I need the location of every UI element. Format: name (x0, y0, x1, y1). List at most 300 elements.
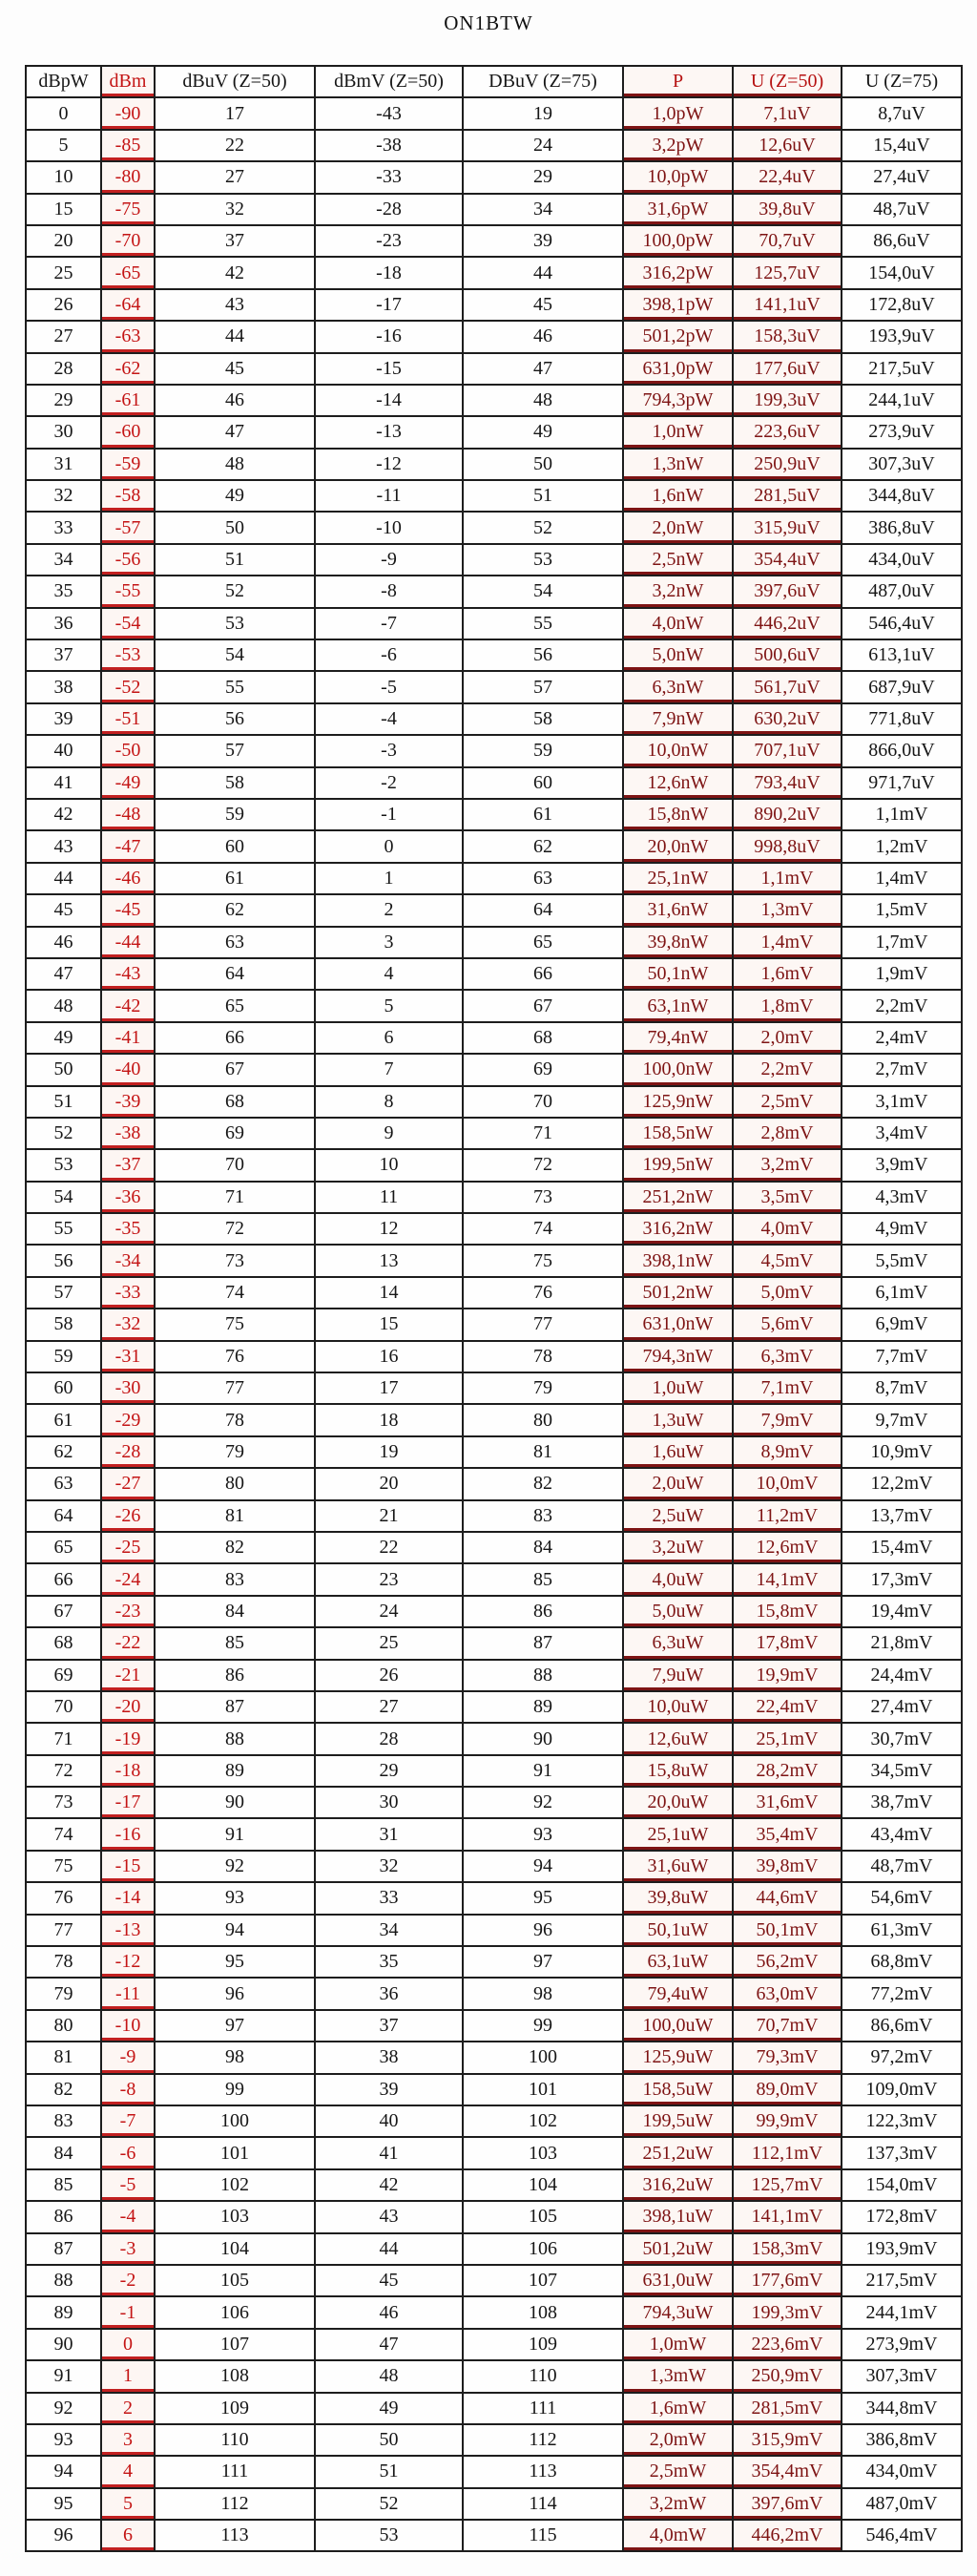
cell-dbmv50: 49 (315, 2393, 463, 2424)
cell-u75: 1,2mV (842, 830, 962, 862)
cell-u50: 141,1uV (733, 289, 842, 321)
cell-p: 4,0mW (623, 2520, 733, 2551)
cell-u50: 223,6mV (733, 2329, 842, 2360)
cell-p: 15,8nW (623, 799, 733, 830)
cell-u75: 687,9uV (842, 671, 962, 702)
cell-dbpw: 49 (26, 1022, 101, 1054)
cell-p: 316,2nW (623, 1213, 733, 1245)
cell-dbpw: 37 (26, 639, 101, 671)
cell-u75: 307,3uV (842, 449, 962, 480)
cell-dbuv50: 48 (155, 449, 315, 480)
cell-dbuv75: 101 (463, 2074, 623, 2105)
cell-dbuv75: 46 (463, 321, 623, 352)
cell-dbmv50: 43 (315, 2201, 463, 2232)
cell-dbm: -70 (101, 225, 155, 257)
cell-dbmv50: -13 (315, 416, 463, 448)
cell-dbpw: 67 (26, 1596, 101, 1627)
cell-u75: 97,2mV (842, 2042, 962, 2073)
cell-p: 20,0nW (623, 830, 733, 862)
table-row (26, 289, 962, 321)
cell-dbm: -32 (101, 1309, 155, 1340)
column-header-dbuv75: DBuV (Z=75) (463, 66, 623, 97)
cell-dbmv50: 6 (315, 1022, 463, 1054)
table-header (26, 66, 962, 97)
cell-dbm: -40 (101, 1054, 155, 1085)
cell-dbpw: 56 (26, 1245, 101, 1276)
cell-p: 251,2uW (623, 2137, 733, 2168)
cell-dbmv50: 2 (315, 894, 463, 926)
cell-u75: 27,4mV (842, 1691, 962, 1723)
cell-dbm: -33 (101, 1277, 155, 1309)
cell-dbuv75: 81 (463, 1436, 623, 1468)
table-row (26, 1532, 962, 1563)
cell-u50: 14,1mV (733, 1563, 842, 1595)
cell-dbuv50: 74 (155, 1277, 315, 1309)
cell-dbuv75: 44 (463, 257, 623, 288)
cell-dbuv75: 113 (463, 2456, 623, 2487)
cell-u50: 397,6uV (733, 576, 842, 607)
cell-dbuv75: 61 (463, 799, 623, 830)
cell-u50: 22,4uV (733, 161, 842, 193)
cell-u75: 1,4mV (842, 863, 962, 894)
cell-p: 1,3mW (623, 2360, 733, 2392)
cell-u75: 217,5uV (842, 353, 962, 385)
cell-u50: 2,5mV (733, 1086, 842, 1118)
cell-dbuv50: 87 (155, 1691, 315, 1723)
table-row (26, 2042, 962, 2073)
cell-dbmv50: 21 (315, 1500, 463, 1532)
cell-u75: 30,7mV (842, 1723, 962, 1754)
cell-u50: 315,9mV (733, 2424, 842, 2456)
cell-u50: 500,6uV (733, 639, 842, 671)
table-row (26, 1341, 962, 1372)
table-row (26, 321, 962, 352)
table-row (26, 2296, 962, 2328)
cell-p: 316,2uW (623, 2169, 733, 2201)
cell-dbpw: 45 (26, 894, 101, 926)
cell-dbmv50: 5 (315, 990, 463, 1021)
cell-u75: 307,3mV (842, 2360, 962, 2392)
cell-dbuv75: 60 (463, 767, 623, 799)
cell-u75: 172,8uV (842, 289, 962, 321)
cell-dbuv75: 97 (463, 1946, 623, 1978)
cell-u50: 25,1mV (733, 1723, 842, 1754)
cell-u50: 3,2mV (733, 1149, 842, 1181)
cell-dbuv75: 87 (463, 1627, 623, 1659)
cell-u50: 112,1mV (733, 2137, 842, 2168)
column-header-u75: U (Z=75) (842, 66, 962, 97)
cell-dbuv75: 49 (463, 416, 623, 448)
table-row (26, 2137, 962, 2168)
cell-u50: 250,9mV (733, 2360, 842, 2392)
cell-dbuv50: 53 (155, 608, 315, 639)
cell-u75: 68,8mV (842, 1946, 962, 1978)
cell-dbmv50: 11 (315, 1182, 463, 1213)
cell-u50: 2,0mV (733, 1022, 842, 1054)
cell-u75: 866,0uV (842, 735, 962, 766)
cell-dbuv75: 73 (463, 1182, 623, 1213)
cell-dbuv75: 51 (463, 480, 623, 512)
cell-p: 25,1nW (623, 863, 733, 894)
cell-u75: 771,8uV (842, 703, 962, 735)
cell-dbmv50: 35 (315, 1946, 463, 1978)
cell-u75: 61,3mV (842, 1915, 962, 1946)
cell-dbmv50: 34 (315, 1915, 463, 1946)
cell-dbpw: 76 (26, 1882, 101, 1914)
cell-dbpw: 63 (26, 1468, 101, 1499)
table-row (26, 1818, 962, 1850)
cell-dbpw: 89 (26, 2296, 101, 2328)
cell-p: 50,1uW (623, 1915, 733, 1946)
cell-u50: 281,5uV (733, 480, 842, 512)
cell-dbuv50: 56 (155, 703, 315, 735)
cell-dbm: -15 (101, 1851, 155, 1882)
cell-u50: 446,2mV (733, 2520, 842, 2551)
cell-u75: 122,3mV (842, 2105, 962, 2137)
cell-dbpw: 10 (26, 161, 101, 193)
cell-dbmv50: -16 (315, 321, 463, 352)
cell-dbm: -54 (101, 608, 155, 639)
cell-u50: 8,9mV (733, 1436, 842, 1468)
cell-u75: 487,0mV (842, 2488, 962, 2520)
cell-dbpw: 92 (26, 2393, 101, 2424)
table-row (26, 639, 962, 671)
cell-dbpw: 68 (26, 1627, 101, 1659)
cell-u50: 315,9uV (733, 512, 842, 543)
cell-p: 6,3uW (623, 1627, 733, 1659)
cell-p: 631,0pW (623, 353, 733, 385)
cell-u75: 77,2mV (842, 1978, 962, 2009)
cell-p: 31,6uW (623, 1851, 733, 1882)
cell-u50: 158,3uV (733, 321, 842, 352)
cell-u75: 9,7mV (842, 1404, 962, 1435)
cell-dbmv50: 0 (315, 830, 463, 862)
cell-dbuv50: 86 (155, 1660, 315, 1691)
cell-dbuv50: 100 (155, 2105, 315, 2137)
cell-dbuv75: 108 (463, 2296, 623, 2328)
cell-dbuv50: 37 (155, 225, 315, 257)
cell-dbm: -58 (101, 480, 155, 512)
cell-p: 100,0nW (623, 1054, 733, 1085)
cell-u50: 70,7mV (733, 2010, 842, 2042)
cell-dbpw: 35 (26, 576, 101, 607)
cell-p: 39,8nW (623, 927, 733, 958)
cell-dbuv75: 84 (463, 1532, 623, 1563)
cell-dbuv50: 66 (155, 1022, 315, 1054)
cell-dbm: 1 (101, 2360, 155, 2392)
table-row (26, 671, 962, 702)
cell-dbuv50: 63 (155, 927, 315, 958)
cell-dbuv50: 84 (155, 1596, 315, 1627)
cell-u50: 31,6mV (733, 1787, 842, 1818)
cell-u75: 2,2mV (842, 990, 962, 1021)
cell-p: 1,0pW (623, 97, 733, 129)
table-row (26, 1149, 962, 1181)
cell-dbuv50: 78 (155, 1404, 315, 1435)
cell-u75: 273,9uV (842, 416, 962, 448)
cell-dbuv50: 81 (155, 1500, 315, 1532)
cell-dbpw: 28 (26, 353, 101, 385)
cell-dbuv50: 58 (155, 767, 315, 799)
cell-dbm: -7 (101, 2105, 155, 2137)
cell-dbmv50: -10 (315, 512, 463, 543)
cell-u75: 1,1mV (842, 799, 962, 830)
cell-dbm: -14 (101, 1882, 155, 1914)
cell-dbm: -55 (101, 576, 155, 607)
cell-dbuv50: 52 (155, 576, 315, 607)
cell-dbm: -39 (101, 1086, 155, 1118)
cell-u50: 561,7uV (733, 671, 842, 702)
cell-p: 2,5mW (623, 2456, 733, 2487)
cell-dbm: -31 (101, 1341, 155, 1372)
cell-dbmv50: 47 (315, 2329, 463, 2360)
cell-p: 3,2nW (623, 576, 733, 607)
cell-dbpw: 40 (26, 735, 101, 766)
table-row (26, 353, 962, 385)
cell-dbpw: 74 (26, 1818, 101, 1850)
table-row (26, 161, 962, 193)
cell-dbuv75: 79 (463, 1372, 623, 1404)
table-row (26, 512, 962, 543)
cell-dbuv50: 54 (155, 639, 315, 671)
cell-p: 6,3nW (623, 671, 733, 702)
cell-u75: 10,9mV (842, 1436, 962, 1468)
cell-u50: 50,1mV (733, 1915, 842, 1946)
cell-dbuv50: 83 (155, 1563, 315, 1595)
cell-dbuv50: 109 (155, 2393, 315, 2424)
table-row (26, 2520, 962, 2551)
cell-dbmv50: 51 (315, 2456, 463, 2487)
table-row (26, 480, 962, 512)
header-row (26, 66, 962, 97)
cell-dbuv50: 76 (155, 1341, 315, 1372)
cell-dbuv50: 80 (155, 1468, 315, 1499)
cell-dbpw: 48 (26, 990, 101, 1021)
cell-dbuv50: 94 (155, 1915, 315, 1946)
cell-dbmv50: 12 (315, 1213, 463, 1245)
cell-u50: 223,6uV (733, 416, 842, 448)
cell-dbuv75: 64 (463, 894, 623, 926)
cell-dbuv50: 71 (155, 1182, 315, 1213)
cell-dbuv75: 107 (463, 2265, 623, 2296)
cell-dbm: -23 (101, 1596, 155, 1627)
cell-dbm: -62 (101, 353, 155, 385)
table-row (26, 2329, 962, 2360)
cell-dbpw: 27 (26, 321, 101, 352)
cell-u75: 2,4mV (842, 1022, 962, 1054)
cell-p: 1,0uW (623, 1372, 733, 1404)
cell-dbuv50: 93 (155, 1882, 315, 1914)
cell-dbuv50: 68 (155, 1086, 315, 1118)
cell-dbpw: 84 (26, 2137, 101, 2168)
cell-u75: 54,6mV (842, 1882, 962, 1914)
cell-dbm: 6 (101, 2520, 155, 2551)
cell-dbpw: 64 (26, 1500, 101, 1532)
cell-dbm: -48 (101, 799, 155, 830)
table-row (26, 2074, 962, 2105)
cell-u75: 15,4mV (842, 1532, 962, 1563)
table-row (26, 1882, 962, 1914)
cell-dbmv50: 50 (315, 2424, 463, 2456)
cell-dbm: -17 (101, 1787, 155, 1818)
cell-u50: 397,6mV (733, 2488, 842, 2520)
cell-dbm: -43 (101, 958, 155, 990)
cell-dbuv50: 102 (155, 2169, 315, 2201)
cell-dbpw: 71 (26, 1723, 101, 1754)
cell-dbpw: 82 (26, 2074, 101, 2105)
cell-dbmv50: 39 (315, 2074, 463, 2105)
cell-dbpw: 0 (26, 97, 101, 129)
cell-u50: 141,1mV (733, 2201, 842, 2232)
cell-u50: 793,4uV (733, 767, 842, 799)
cell-p: 31,6nW (623, 894, 733, 926)
cell-p: 100,0uW (623, 2010, 733, 2042)
cell-dbmv50: 10 (315, 1149, 463, 1181)
cell-u50: 281,5mV (733, 2393, 842, 2424)
table-row (26, 1978, 962, 2009)
cell-dbpw: 33 (26, 512, 101, 543)
table-row (26, 1946, 962, 1978)
cell-u75: 344,8mV (842, 2393, 962, 2424)
cell-dbmv50: -38 (315, 130, 463, 161)
table-row (26, 2201, 962, 2232)
cell-u75: 19,4mV (842, 1596, 962, 1627)
cell-dbuv75: 24 (463, 130, 623, 161)
cell-dbmv50: -1 (315, 799, 463, 830)
cell-u50: 39,8mV (733, 1851, 842, 1882)
cell-dbpw: 78 (26, 1946, 101, 1978)
cell-dbuv50: 99 (155, 2074, 315, 2105)
cell-dbpw: 57 (26, 1277, 101, 1309)
cell-dbm: -21 (101, 1660, 155, 1691)
cell-dbpw: 85 (26, 2169, 101, 2201)
cell-dbuv75: 92 (463, 1787, 623, 1818)
cell-dbmv50: 29 (315, 1755, 463, 1787)
cell-u50: 354,4uV (733, 544, 842, 576)
cell-u50: 89,0mV (733, 2074, 842, 2105)
cell-dbpw: 25 (26, 257, 101, 288)
cell-dbm: -46 (101, 863, 155, 894)
cell-dbmv50: 8 (315, 1086, 463, 1118)
cell-u75: 244,1mV (842, 2296, 962, 2328)
table-row (26, 2010, 962, 2042)
cell-p: 2,0nW (623, 512, 733, 543)
cell-p: 398,1uW (623, 2201, 733, 2232)
cell-dbpw: 55 (26, 1213, 101, 1245)
cell-dbuv50: 17 (155, 97, 315, 129)
cell-dbuv50: 112 (155, 2488, 315, 2520)
table-row (26, 576, 962, 607)
cell-dbuv50: 85 (155, 1627, 315, 1659)
cell-dbpw: 51 (26, 1086, 101, 1118)
cell-dbpw: 87 (26, 2233, 101, 2265)
table-row (26, 1436, 962, 1468)
cell-dbpw: 79 (26, 1978, 101, 2009)
cell-dbmv50: 4 (315, 958, 463, 990)
cell-u50: 177,6uV (733, 353, 842, 385)
cell-dbmv50: 45 (315, 2265, 463, 2296)
cell-dbmv50: 30 (315, 1787, 463, 1818)
cell-dbpw: 15 (26, 194, 101, 225)
cell-dbuv50: 88 (155, 1723, 315, 1754)
cell-p: 794,3pW (623, 385, 733, 416)
cell-u75: 434,0uV (842, 544, 962, 576)
cell-dbuv75: 99 (463, 2010, 623, 2042)
cell-dbmv50: 36 (315, 1978, 463, 2009)
cell-dbm: -25 (101, 1532, 155, 1563)
cell-dbuv50: 106 (155, 2296, 315, 2328)
cell-dbuv50: 108 (155, 2360, 315, 2392)
cell-dbuv50: 105 (155, 2265, 315, 2296)
cell-u50: 2,8mV (733, 1118, 842, 1149)
cell-dbpw: 77 (26, 1915, 101, 1946)
cell-dbpw: 46 (26, 927, 101, 958)
cell-p: 1,6nW (623, 480, 733, 512)
cell-dbpw: 75 (26, 1851, 101, 1882)
cell-u75: 386,8uV (842, 512, 962, 543)
cell-p: 7,9nW (623, 703, 733, 735)
cell-u50: 6,3mV (733, 1341, 842, 1372)
cell-u50: 10,0mV (733, 1468, 842, 1499)
table-row (26, 2265, 962, 2296)
cell-dbmv50: 1 (315, 863, 463, 894)
cell-dbuv75: 80 (463, 1404, 623, 1435)
table-row (26, 927, 962, 958)
cell-dbmv50: -2 (315, 767, 463, 799)
cell-dbm: -4 (101, 2201, 155, 2232)
cell-dbmv50: 9 (315, 1118, 463, 1149)
cell-dbm: -75 (101, 194, 155, 225)
cell-dbm: -85 (101, 130, 155, 161)
cell-dbmv50: 48 (315, 2360, 463, 2392)
table-row (26, 1500, 962, 1532)
cell-dbuv75: 90 (463, 1723, 623, 1754)
cell-dbpw: 32 (26, 480, 101, 512)
cell-dbuv50: 107 (155, 2329, 315, 2360)
cell-u75: 244,1uV (842, 385, 962, 416)
cell-u75: 8,7mV (842, 1372, 962, 1404)
cell-u75: 15,4uV (842, 130, 962, 161)
table-row (26, 1660, 962, 1691)
cell-dbm: -9 (101, 2042, 155, 2073)
cell-dbm: -18 (101, 1755, 155, 1787)
cell-dbuv50: 51 (155, 544, 315, 576)
cell-dbuv50: 61 (155, 863, 315, 894)
cell-dbpw: 52 (26, 1118, 101, 1149)
cell-dbuv75: 86 (463, 1596, 623, 1627)
cell-dbpw: 43 (26, 830, 101, 862)
cell-dbuv75: 93 (463, 1818, 623, 1850)
cell-p: 25,1uW (623, 1818, 733, 1850)
cell-dbuv75: 100 (463, 2042, 623, 2073)
cell-u75: 12,2mV (842, 1468, 962, 1499)
cell-dbmv50: -18 (315, 257, 463, 288)
cell-u50: 39,8uV (733, 194, 842, 225)
table-row (26, 1309, 962, 1340)
cell-dbm: -27 (101, 1468, 155, 1499)
cell-u50: 4,0mV (733, 1213, 842, 1245)
cell-dbmv50: 19 (315, 1436, 463, 1468)
cell-dbmv50: 40 (315, 2105, 463, 2137)
cell-dbuv50: 43 (155, 289, 315, 321)
cell-dbmv50: 16 (315, 1341, 463, 1372)
cell-dbuv75: 58 (463, 703, 623, 735)
cell-dbmv50: 24 (315, 1596, 463, 1627)
cell-u75: 5,5mV (842, 1245, 962, 1276)
cell-u50: 5,6mV (733, 1309, 842, 1340)
cell-dbpw: 80 (26, 2010, 101, 2042)
cell-dbm: -38 (101, 1118, 155, 1149)
